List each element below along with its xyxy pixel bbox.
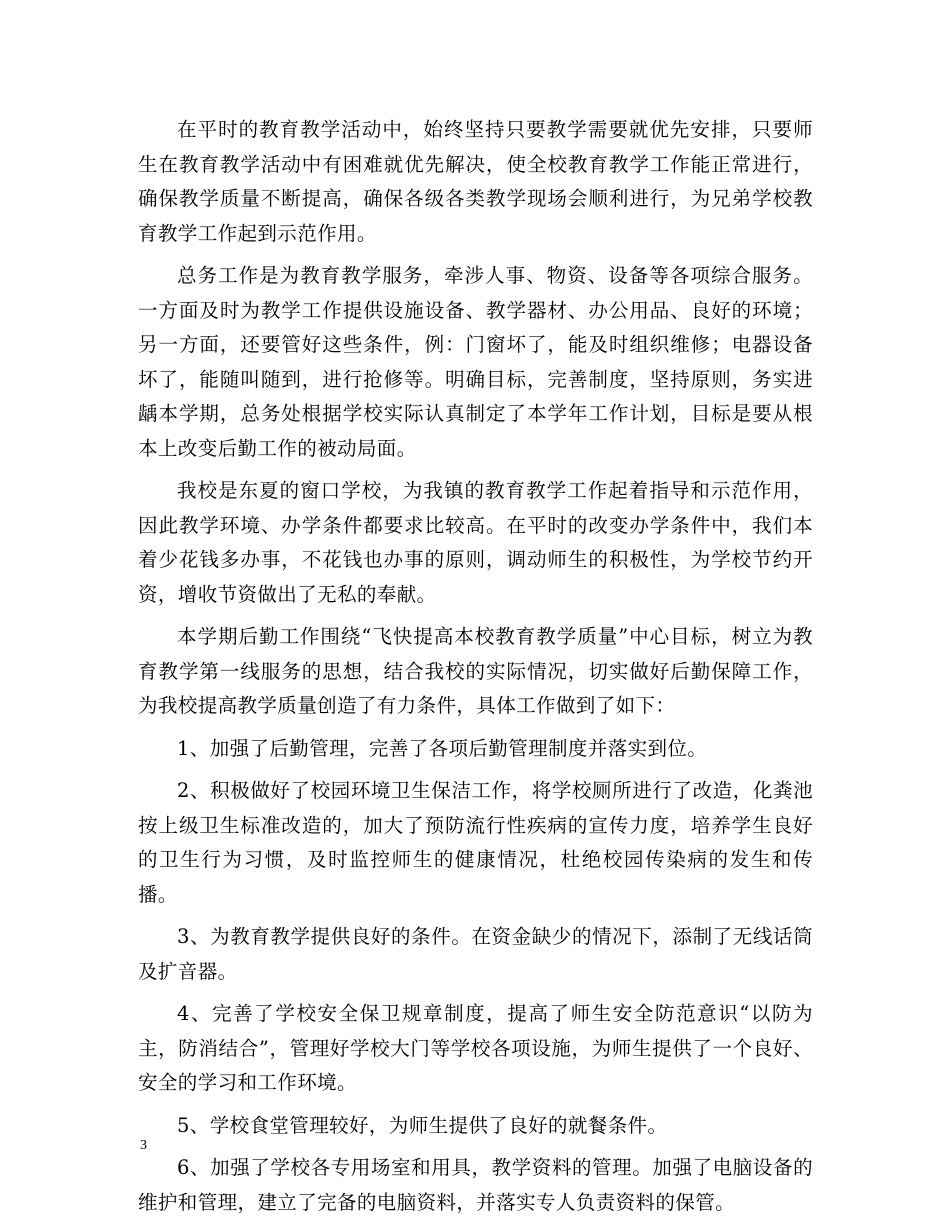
list-item-5: 5、学校食堂管理较好，为师生提供了良好的就餐条件。 [177, 1113, 668, 1137]
page-number: 3 [140, 1138, 147, 1153]
list-item-3: 3、为教育教学提供良好的条件。在资金缺少的情况下，添制了无线话筒及扩音器。 [138, 925, 813, 983]
list-item-6: 6、加强了学校各专用场室和用具，教学资料的管理。加强了电脑设备的维护和管理，建立了完备的电脑资料，并落实专人负责资料的保管。 [138, 1156, 813, 1214]
paragraph-4: 本学期后勤工作围绕“飞快提高本校教育教学质量”中心目标，树立为教育教学第一线服务的思想，结合我校的实际情况，切实做好后勤保障工作，为我校提高教学质量创造了有力条件，具体工作做到了如下： [138, 625, 813, 717]
list-item-2: 2、积极做好了校园环境卫生保洁工作，将学校厕所进行了改造，化粪池按上级卫生标准改造的，加大了预防流行性疾病的宣传力度，培养学生良好的卫生行为习惯，及时监控师生的健康情况，杜绝校园传染病的发生和传播。 [138, 779, 813, 906]
paragraph-2: 总务工作是为教育教学服务，牵涉人事、物资、设备等各项综合服务。一方面及时为教学工作提供设施设备、教学器材、办公用品、良好的环境；另一方面，还要管好这些条件，例：门窗坏了，能及时组织维修；电器设备坏了，能随叫随到，进行抢修等。明确目标，完善制度，坚持原则，务实进龋本学期，总务处根据学校实际认真制定了本学年工作计划，目标是要从根本上改变后勤工作的被动局面。 [138, 264, 813, 460]
paragraph-1: 在平时的教育教学活动中，始终坚持只要教学需要就优先安排，只要师生在教育教学活动中有困难就优先解决，使全校教育教学工作能正常进行，确保教学质量不断提高，确保各级各类教学现场会顺利进行，为兄弟学校教育教学工作起到示范作用。 [138, 118, 813, 245]
list-item-1: 1、加强了后勤管理，完善了各项后勤管理制度并落实到位。 [177, 736, 708, 760]
paragraph-3: 我校是东夏的窗口学校，为我镇的教育教学工作起着指导和示范作用，因此教学环境、办学条件都要求比较高。在平时的改变办学条件中，我们本着少花钱多办事，不花钱也办事的原则，调动师生的积极性，为学校节约开资，增收节资做出了无私的奉献。 [138, 479, 813, 606]
document-body [138, 113, 813, 1228]
list-item-4: 4、完善了学校安全保卫规章制度，提高了师生安全防范意识“以防为主，防消结合”，管理好学校大门等学校各项设施，为师生提供了一个良好、安全的学习和工作环境。 [138, 1002, 813, 1094]
